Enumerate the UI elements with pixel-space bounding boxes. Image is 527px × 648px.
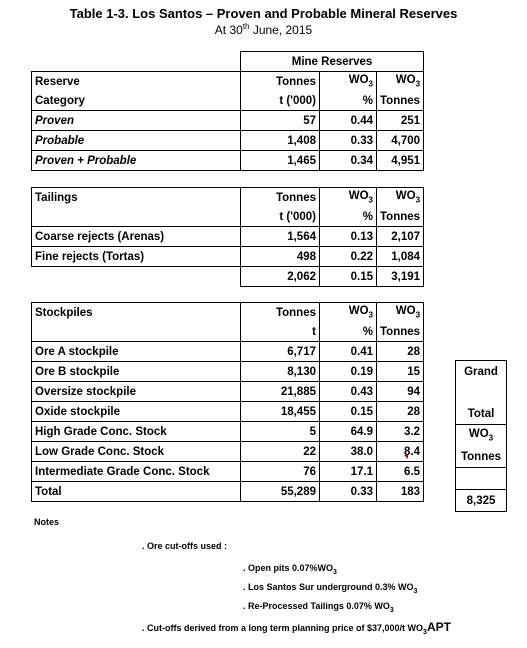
pct-unit: %	[320, 91, 377, 111]
total-tonnes: 2,062	[241, 267, 320, 287]
table-row	[32, 227, 424, 247]
stockpiles-table	[31, 302, 424, 502]
total-grade: 0.33	[320, 482, 377, 502]
row-grade: 0.44	[320, 111, 377, 131]
row-name: Proven	[32, 111, 241, 131]
grand-total-wo3: $WO_3$	[456, 425, 507, 447]
note-open-pits: . Open pits $0.07\%WO_3$	[243, 563, 337, 576]
row-name: Ore A stockpile	[32, 342, 241, 362]
row-wo3: 15	[377, 362, 424, 382]
row-grade: 0.13	[320, 227, 377, 247]
row-wo3: 8.4	[377, 442, 424, 462]
row-tonnes: 18,455	[241, 402, 320, 422]
row-tonnes: 22	[241, 442, 320, 462]
total-tonnes: 55,289	[241, 482, 320, 502]
row-wo3: 3.2	[377, 422, 424, 442]
row-name: Ore B stockpile	[32, 362, 241, 382]
category-label: Category	[32, 91, 241, 111]
row-grade: 0.41	[320, 342, 377, 362]
row-wo3: 6.5	[377, 462, 424, 482]
row-grade: 64.9	[320, 422, 377, 442]
row-tonnes: 5	[241, 422, 320, 442]
total-name: Total	[32, 482, 241, 502]
pct-unit: %	[320, 207, 377, 227]
table-title: Table 1-3. Los Santos – Proven and Probable Mineral Reserves	[69, 6, 458, 21]
row-wo3: 28	[377, 342, 424, 362]
tailings-table	[31, 187, 424, 287]
comment-marker	[404, 455, 408, 459]
row-tonnes: 1,564	[241, 227, 320, 247]
reserve-label: Reserve	[32, 72, 241, 92]
grand-total-line1: Grand	[456, 361, 507, 383]
table-row	[32, 247, 424, 267]
total-name: Proven + Probable	[32, 151, 241, 171]
grand-total-line2: Total	[456, 403, 507, 425]
tonnes-unit: Tonnes	[377, 207, 424, 227]
total-row	[32, 482, 424, 502]
total-wo3: 4,951	[377, 151, 424, 171]
row-wo3: 251	[377, 111, 424, 131]
total-grade: 0.34	[320, 151, 377, 171]
wo3-header: $WO_3$	[377, 303, 424, 323]
row-tonnes: 21,885	[241, 382, 320, 402]
row-grade: 17.1	[320, 462, 377, 482]
table-row	[32, 131, 424, 151]
row-tonnes: 76	[241, 462, 320, 482]
wo3-header: $WO_3$	[320, 303, 377, 323]
row-tonnes: 498	[241, 247, 320, 267]
table-row	[32, 382, 424, 402]
stockpiles-label: Stockpiles	[32, 303, 241, 323]
total-tonnes: 1,465	[241, 151, 320, 171]
wo3-header: $WO_3$	[377, 188, 424, 208]
row-wo3: 2,107	[377, 227, 424, 247]
note-reprocessed: . Re-Processed Tailings 0.07% $WO_3$	[243, 601, 394, 614]
total-row	[32, 151, 424, 171]
wo3-header: $WO_3$	[377, 72, 424, 92]
note-price: . Cut-offs derived from a long term planning price of $37,000/t $WO_3APT$	[142, 620, 451, 636]
row-grade: 0.33	[320, 131, 377, 151]
table-row	[32, 362, 424, 382]
mine-reserves-table	[31, 51, 424, 171]
table-row	[32, 462, 424, 482]
mine-reserves-header: Mine Reserves	[241, 52, 424, 72]
row-grade: 0.15	[320, 402, 377, 422]
row-grade: 0.22	[320, 247, 377, 267]
row-name: Oversize stockpile	[32, 382, 241, 402]
row-grade: 0.19	[320, 362, 377, 382]
row-name: Coarse rejects (Arenas)	[32, 227, 241, 247]
row-tonnes: 57	[241, 111, 320, 131]
row-grade: 0.43	[320, 382, 377, 402]
row-grade: 38.0	[320, 442, 377, 462]
row-name: Intermediate Grade Conc. Stock	[32, 462, 241, 482]
table-row	[32, 442, 424, 462]
note-sur: . Los Santos Sur underground 0.3% $WO_3$	[243, 582, 418, 595]
tonnes-unit: Tonnes	[377, 91, 424, 111]
row-wo3: 94	[377, 382, 424, 402]
row-name: Oxide stockpile	[32, 402, 241, 422]
row-name: Fine rejects (Tortas)	[32, 247, 241, 267]
table-row	[32, 111, 424, 131]
tailings-label: Tailings	[32, 188, 241, 208]
total-wo3: 183	[377, 482, 424, 502]
row-wo3: 28	[377, 402, 424, 422]
row-name: High Grade Conc. Stock	[32, 422, 241, 442]
tonnes-unit: t ('000)	[241, 207, 320, 227]
total-row	[32, 267, 424, 287]
tonnes-unit: t ('000)	[241, 91, 320, 111]
tonnes-header: Tonnes	[241, 72, 320, 92]
row-name: Probable	[32, 131, 241, 151]
row-tonnes: 8,130	[241, 362, 320, 382]
grand-total-table	[455, 360, 507, 512]
table-row	[32, 402, 424, 422]
tonnes-unit: t	[241, 322, 320, 342]
table-row	[32, 342, 424, 362]
wo3-header: $WO_3$	[320, 188, 377, 208]
tonnes-header: Tonnes	[241, 188, 320, 208]
row-tonnes: 1,408	[241, 131, 320, 151]
table-subtitle: At 30th June, 2015	[214, 22, 313, 37]
grand-total-value: 8,325	[456, 490, 507, 512]
row-tonnes: 6,717	[241, 342, 320, 362]
row-wo3: 4,700	[377, 131, 424, 151]
tonnes-unit: Tonnes	[377, 322, 424, 342]
row-name: Low Grade Conc. Stock	[32, 442, 241, 462]
table-row	[32, 422, 424, 442]
grand-total-tonnes-label: Tonnes	[456, 446, 507, 468]
wo3-header: $WO_3$	[320, 72, 377, 92]
notes-heading: Notes	[34, 517, 60, 527]
pct-unit: %	[320, 322, 377, 342]
total-wo3: 3,191	[377, 267, 424, 287]
tonnes-header: Tonnes	[241, 303, 320, 323]
total-grade: 0.15	[320, 267, 377, 287]
note-cutoffs: . Ore cut-offs used :	[142, 541, 228, 551]
row-wo3: 1,084	[377, 247, 424, 267]
